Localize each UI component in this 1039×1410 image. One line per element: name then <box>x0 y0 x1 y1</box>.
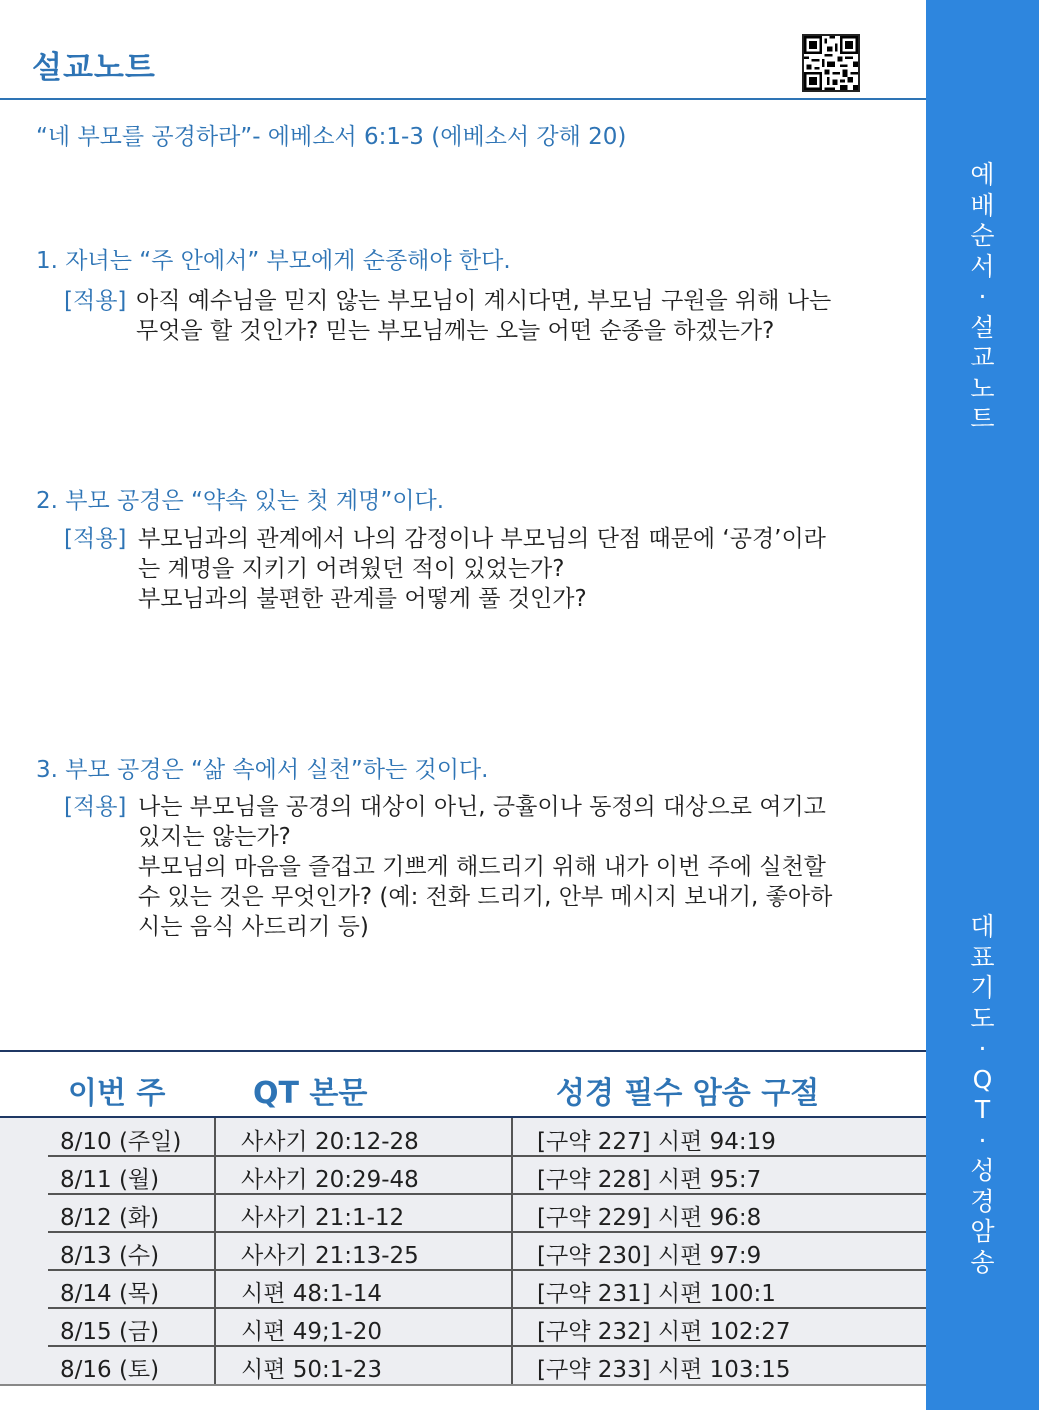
table-row-divider <box>48 1155 926 1157</box>
table-row-divider <box>48 1231 926 1233</box>
memory-verse-cell: [구약 232] 시편 102:27 <box>537 1319 791 1345</box>
apply-line: 있지는 않는가? <box>138 824 291 850</box>
apply-tag: [적용] <box>64 794 127 820</box>
memory-verse-cell: [구약 233] 시편 103:15 <box>537 1357 791 1383</box>
apply-line: 시는 음식 사드리기 등) <box>138 914 369 940</box>
apply-line: 부모님과의 불편한 관계를 어떻게 풀 것인가? <box>138 586 587 612</box>
apply-line: 무엇을 할 것인가? 믿는 부모님께는 오늘 어떤 순종을 하겠는가? <box>136 318 775 344</box>
qt-passage-cell: 사사기 20:12-28 <box>241 1129 419 1155</box>
sidebar-tab-worship-order[interactable]: 예 배 순 서 · 설 교 노 트 <box>970 160 995 433</box>
memory-verse-cell: [구약 228] 시편 95:7 <box>537 1167 762 1193</box>
sidebar <box>926 0 1039 1410</box>
qt-passage-cell: 시편 48:1-14 <box>241 1281 382 1307</box>
qt-passage-cell: 사사기 20:29-48 <box>241 1167 419 1193</box>
col-header-qt: QT 본문 <box>253 1076 368 1111</box>
table-row-divider <box>48 1269 926 1271</box>
week-day-cell: 8/14 (목) <box>60 1281 160 1307</box>
table-top-rule <box>0 1050 926 1052</box>
sermon-subtitle: “네 부모를 공경하라”- 에베소서 6:1-3 (에베소서 강해 20) <box>36 124 627 150</box>
qt-passage-cell: 사사기 21:13-25 <box>241 1243 419 1269</box>
qt-passage-cell: 시편 50:1-23 <box>241 1357 382 1383</box>
apply-line: 수 있는 것은 무엇인가? (예: 전화 드리기, 안부 메시지 보내기, 좋아하 <box>138 884 833 910</box>
point-2-heading: 2. 부모 공경은 “약속 있는 첫 계명”이다. <box>36 488 445 514</box>
qt-passage-cell: 시편 49;1-20 <box>241 1319 382 1345</box>
memory-verse-cell: [구약 231] 시편 100:1 <box>537 1281 776 1307</box>
memory-verse-cell: [구약 230] 시편 97:9 <box>537 1243 762 1269</box>
point-3-heading: 3. 부모 공경은 “삶 속에서 실천”하는 것이다. <box>36 757 489 783</box>
week-day-cell: 8/11 (월) <box>60 1167 160 1193</box>
sidebar-tab-prayer-qt[interactable]: 대 표 기 도 · Q T · 성 경 암 송 <box>970 912 995 1277</box>
qt-passage-cell: 사사기 21:1-12 <box>241 1205 405 1231</box>
point-1-heading: 1. 자녀는 “주 안에서” 부모에게 순종해야 한다. <box>36 248 511 274</box>
memory-verse-cell: [구약 229] 시편 96:8 <box>537 1205 762 1231</box>
table-row-divider <box>48 1193 926 1195</box>
title-divider <box>0 98 926 100</box>
apply-tag: [적용] <box>64 288 127 314</box>
page-title: 설교노트 <box>32 50 156 86</box>
week-day-cell: 8/15 (금) <box>60 1319 160 1345</box>
week-day-cell: 8/13 (수) <box>60 1243 160 1269</box>
memory-verse-cell: [구약 227] 시편 94:19 <box>537 1129 776 1155</box>
table-row-divider <box>48 1345 926 1347</box>
qr-code-icon[interactable] <box>802 34 860 92</box>
apply-tag: [적용] <box>64 526 127 552</box>
apply-line: 아직 예수님을 믿지 않는 부모님이 계시다면, 부모님 구원을 위해 나는 <box>136 288 832 314</box>
apply-line: 부모님의 마음을 즐겁고 기쁘게 해드리기 위해 내가 이번 주에 실천할 <box>138 854 826 880</box>
table-row-divider <box>48 1307 926 1309</box>
col-header-week: 이번 주 <box>68 1076 166 1111</box>
apply-line: 는 계명을 지키기 어려웠던 적이 있었는가? <box>138 556 565 582</box>
apply-line: 부모님과의 관계에서 나의 감정이나 부모님의 단점 때문에 ‘공경’이라 <box>138 526 826 552</box>
week-day-cell: 8/10 (주일) <box>60 1129 182 1155</box>
col-header-memory-verse: 성경 필수 암송 구절 <box>556 1076 820 1111</box>
table-bottom-rule <box>0 1384 926 1386</box>
apply-line: 나는 부모님을 공경의 대상이 아닌, 긍휼이나 동정의 대상으로 여기고 <box>138 794 826 820</box>
week-day-cell: 8/12 (화) <box>60 1205 160 1231</box>
week-day-cell: 8/16 (토) <box>60 1357 160 1383</box>
